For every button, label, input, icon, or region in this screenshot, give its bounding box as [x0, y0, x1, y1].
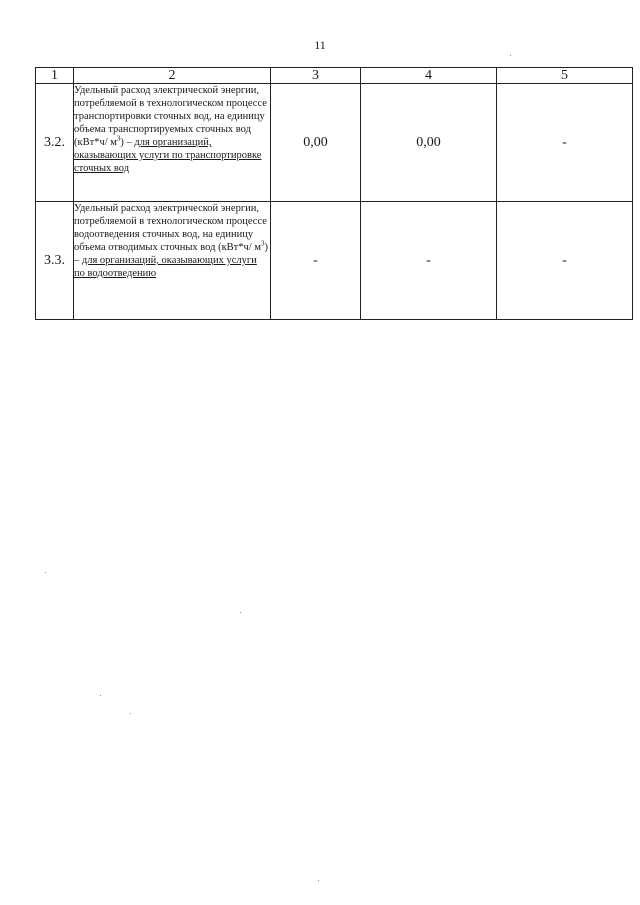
description-underlined: для организаций, оказывающих услуги по транспортировке сточных вод [74, 137, 262, 174]
header-col-3: 3 [271, 68, 361, 84]
scan-speck [45, 572, 46, 573]
table-row [36, 202, 633, 320]
cell-col-4: 0,00 [361, 84, 497, 202]
description-underlined: для организаций, оказывающих услуги по водоотведению [74, 255, 257, 279]
scan-speck [318, 880, 319, 881]
unit-superscript: 3 [260, 239, 265, 248]
header-col-5: 5 [497, 68, 633, 84]
row-description [74, 84, 271, 202]
cell-col-3: 0,00 [271, 84, 361, 202]
cell-col-4: - [361, 202, 497, 320]
description-text: Удельный расход электрической энергии, потребляемой в технологическом процессе водоотведения сточных вод, на единицу объема отводимых сточных вод (кВт*ч/ м [74, 203, 267, 253]
unit-superscript: 3 [116, 134, 121, 143]
indicator-table [35, 67, 633, 320]
scan-speck [100, 695, 101, 696]
header-col-1: 1 [36, 68, 74, 84]
row-description [74, 202, 271, 320]
cell-col-5: - [497, 202, 633, 320]
header-col-2: 2 [74, 68, 271, 84]
page-number: 11 [314, 38, 326, 52]
scan-speck [510, 55, 511, 56]
row-number: 3.3. [36, 202, 74, 320]
cell-col-5: - [497, 84, 633, 202]
scan-speck [130, 713, 131, 714]
description-after: ) – [120, 137, 135, 148]
table-header-row [36, 68, 633, 84]
header-col-4: 4 [361, 68, 497, 84]
row-number: 3.2. [36, 84, 74, 202]
cell-col-3: - [271, 202, 361, 320]
table-row [36, 84, 633, 202]
description-after: ) – [74, 242, 268, 266]
scan-speck [240, 612, 241, 613]
description-text: Удельный расход электрической энергии, потребляемой в технологическом процессе транспортировки сточных вод, на единицу объема транспортируемых сточных вод (кВт*ч/ м [74, 85, 267, 148]
